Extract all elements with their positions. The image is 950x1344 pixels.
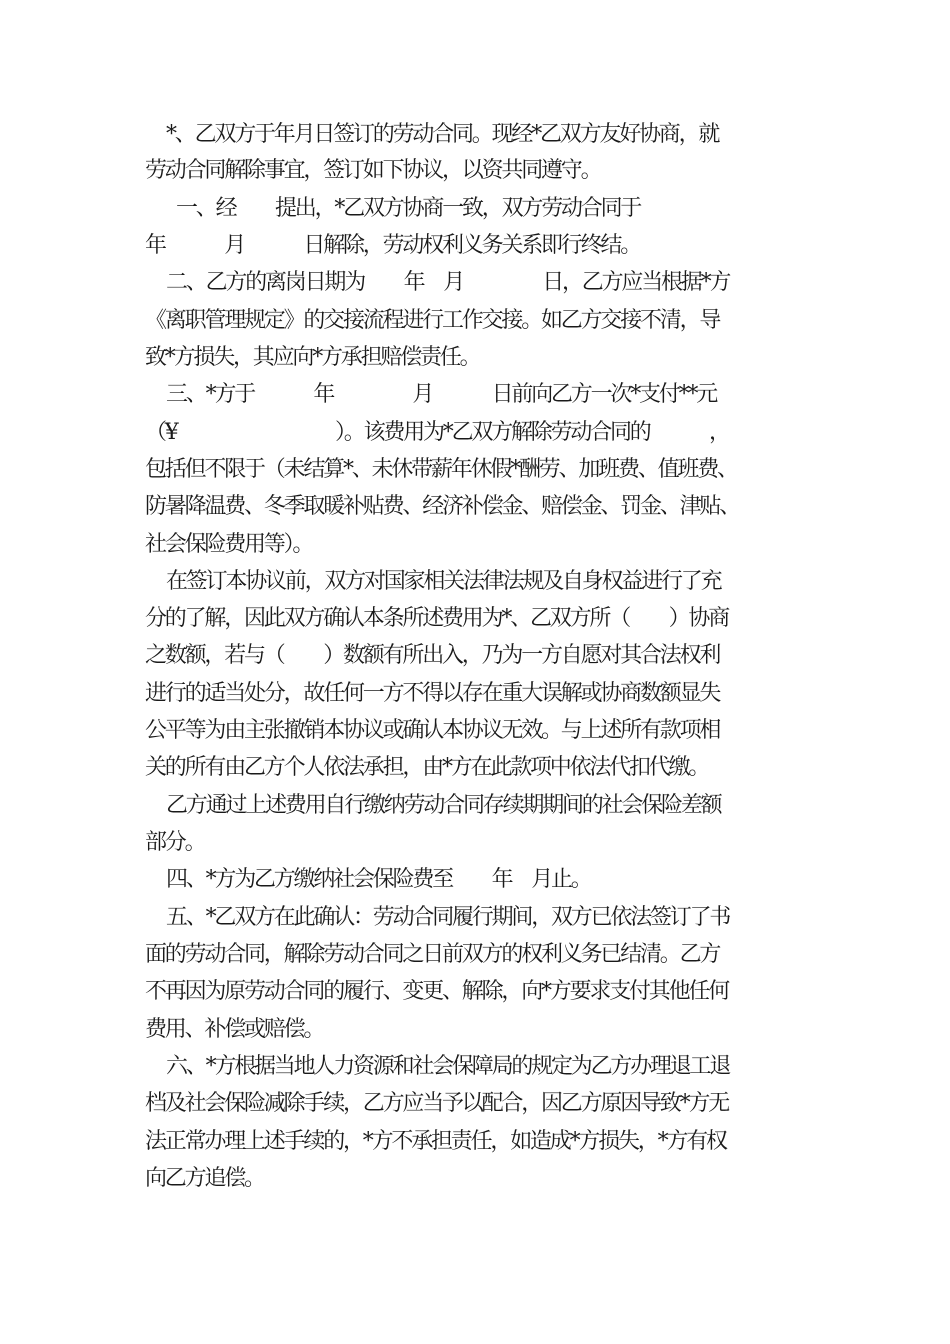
text-line: 乙方通过上述费用自行缴纳劳动合同存续期期间的社会保险差额 bbox=[166, 793, 721, 818]
text-line: 致*方损失，其应向*方承担赔偿责任。 bbox=[145, 345, 480, 370]
text-line: 包括但不限于（未结算*、未休带薪年休假*酬劳、加班费、值班费、 bbox=[145, 457, 737, 482]
text-line: 面的劳动合同，解除劳动合同之日前双方的权利义务已结清。乙方 bbox=[145, 942, 720, 967]
text-line: 劳动合同解除事宜，签订如下协议，以资共同遵守。 bbox=[145, 158, 601, 183]
text-line: 进行的适当处分，故任何一方不得以存在重大误解或协商数额显失 bbox=[145, 681, 720, 706]
text-line: 防暑降温费、冬季取暖补贴费、经济补偿金、赔偿金、罚金、津贴、 bbox=[145, 494, 740, 519]
text-line: 一、经 提出，*乙双方协商一致，双方劳动合同于 bbox=[176, 196, 641, 221]
text-line: 二、乙方的离岗日期为 年 月 日，乙方应当根据*方 bbox=[166, 270, 730, 295]
text-line: 档及社会保险减除手续，乙方应当予以配合，因乙方原因导致*方无 bbox=[145, 1091, 729, 1116]
text-line: 三、*方于 年 月 日前向乙方一次*支付**元 bbox=[166, 382, 717, 407]
text-line: *、乙双方于年月日签订的劳动合同。现经*乙双方友好协商，就 bbox=[166, 122, 719, 147]
text-line: （¥ ）。该费用为*乙双方解除劳动合同的 ， bbox=[145, 420, 729, 445]
text-line: 分的了解，因此双方确认本条所述费用为*、乙双方所（ ）协商 bbox=[145, 606, 729, 631]
text-line: 年 月 日解除，劳动权利义务关系即行终结。 bbox=[145, 233, 641, 258]
text-line: 《离职管理规定》的交接流程进行工作交接。如乙方交接不清，导 bbox=[145, 308, 720, 333]
text-line: 四、*方为乙方缴纳社会保险费至 年 月止。 bbox=[166, 867, 591, 892]
text-line: 部分。 bbox=[145, 830, 205, 855]
text-line: 费用、补偿或赔偿。 bbox=[145, 1017, 324, 1042]
text-line: 在签订本协议前，双方对国家相关法律法规及自身权益进行了充 bbox=[166, 569, 721, 594]
text-line: 社会保险费用等）。 bbox=[145, 532, 313, 557]
text-line: 五、*乙双方在此确认：劳动合同履行期间，双方已依法签订了书 bbox=[166, 905, 730, 930]
text-line: 不再因为原劳动合同的履行、变更、解除，向*方要求支付其他任何 bbox=[145, 979, 729, 1004]
text-line: 六、*方根据当地人力资源和社会保障局的规定为乙方办理退工退 bbox=[166, 1054, 730, 1079]
text-line: 向乙方追偿。 bbox=[145, 1166, 264, 1191]
text-line: 之数额，若与（ ）数额有所出入，乃为一方自愿对其合法权利 bbox=[145, 643, 720, 668]
text-line: 关的所有由乙方个人依法承担，由*方在此款项中依法代扣代缴。 bbox=[145, 755, 709, 780]
text-line: 公平等为由主张撤销本协议或确认本协议无效。与上述所有款项相 bbox=[145, 718, 720, 743]
text-line: 法正常办理上述手续的，*方不承担责任，如造成*方损失，*方有权 bbox=[145, 1129, 726, 1154]
